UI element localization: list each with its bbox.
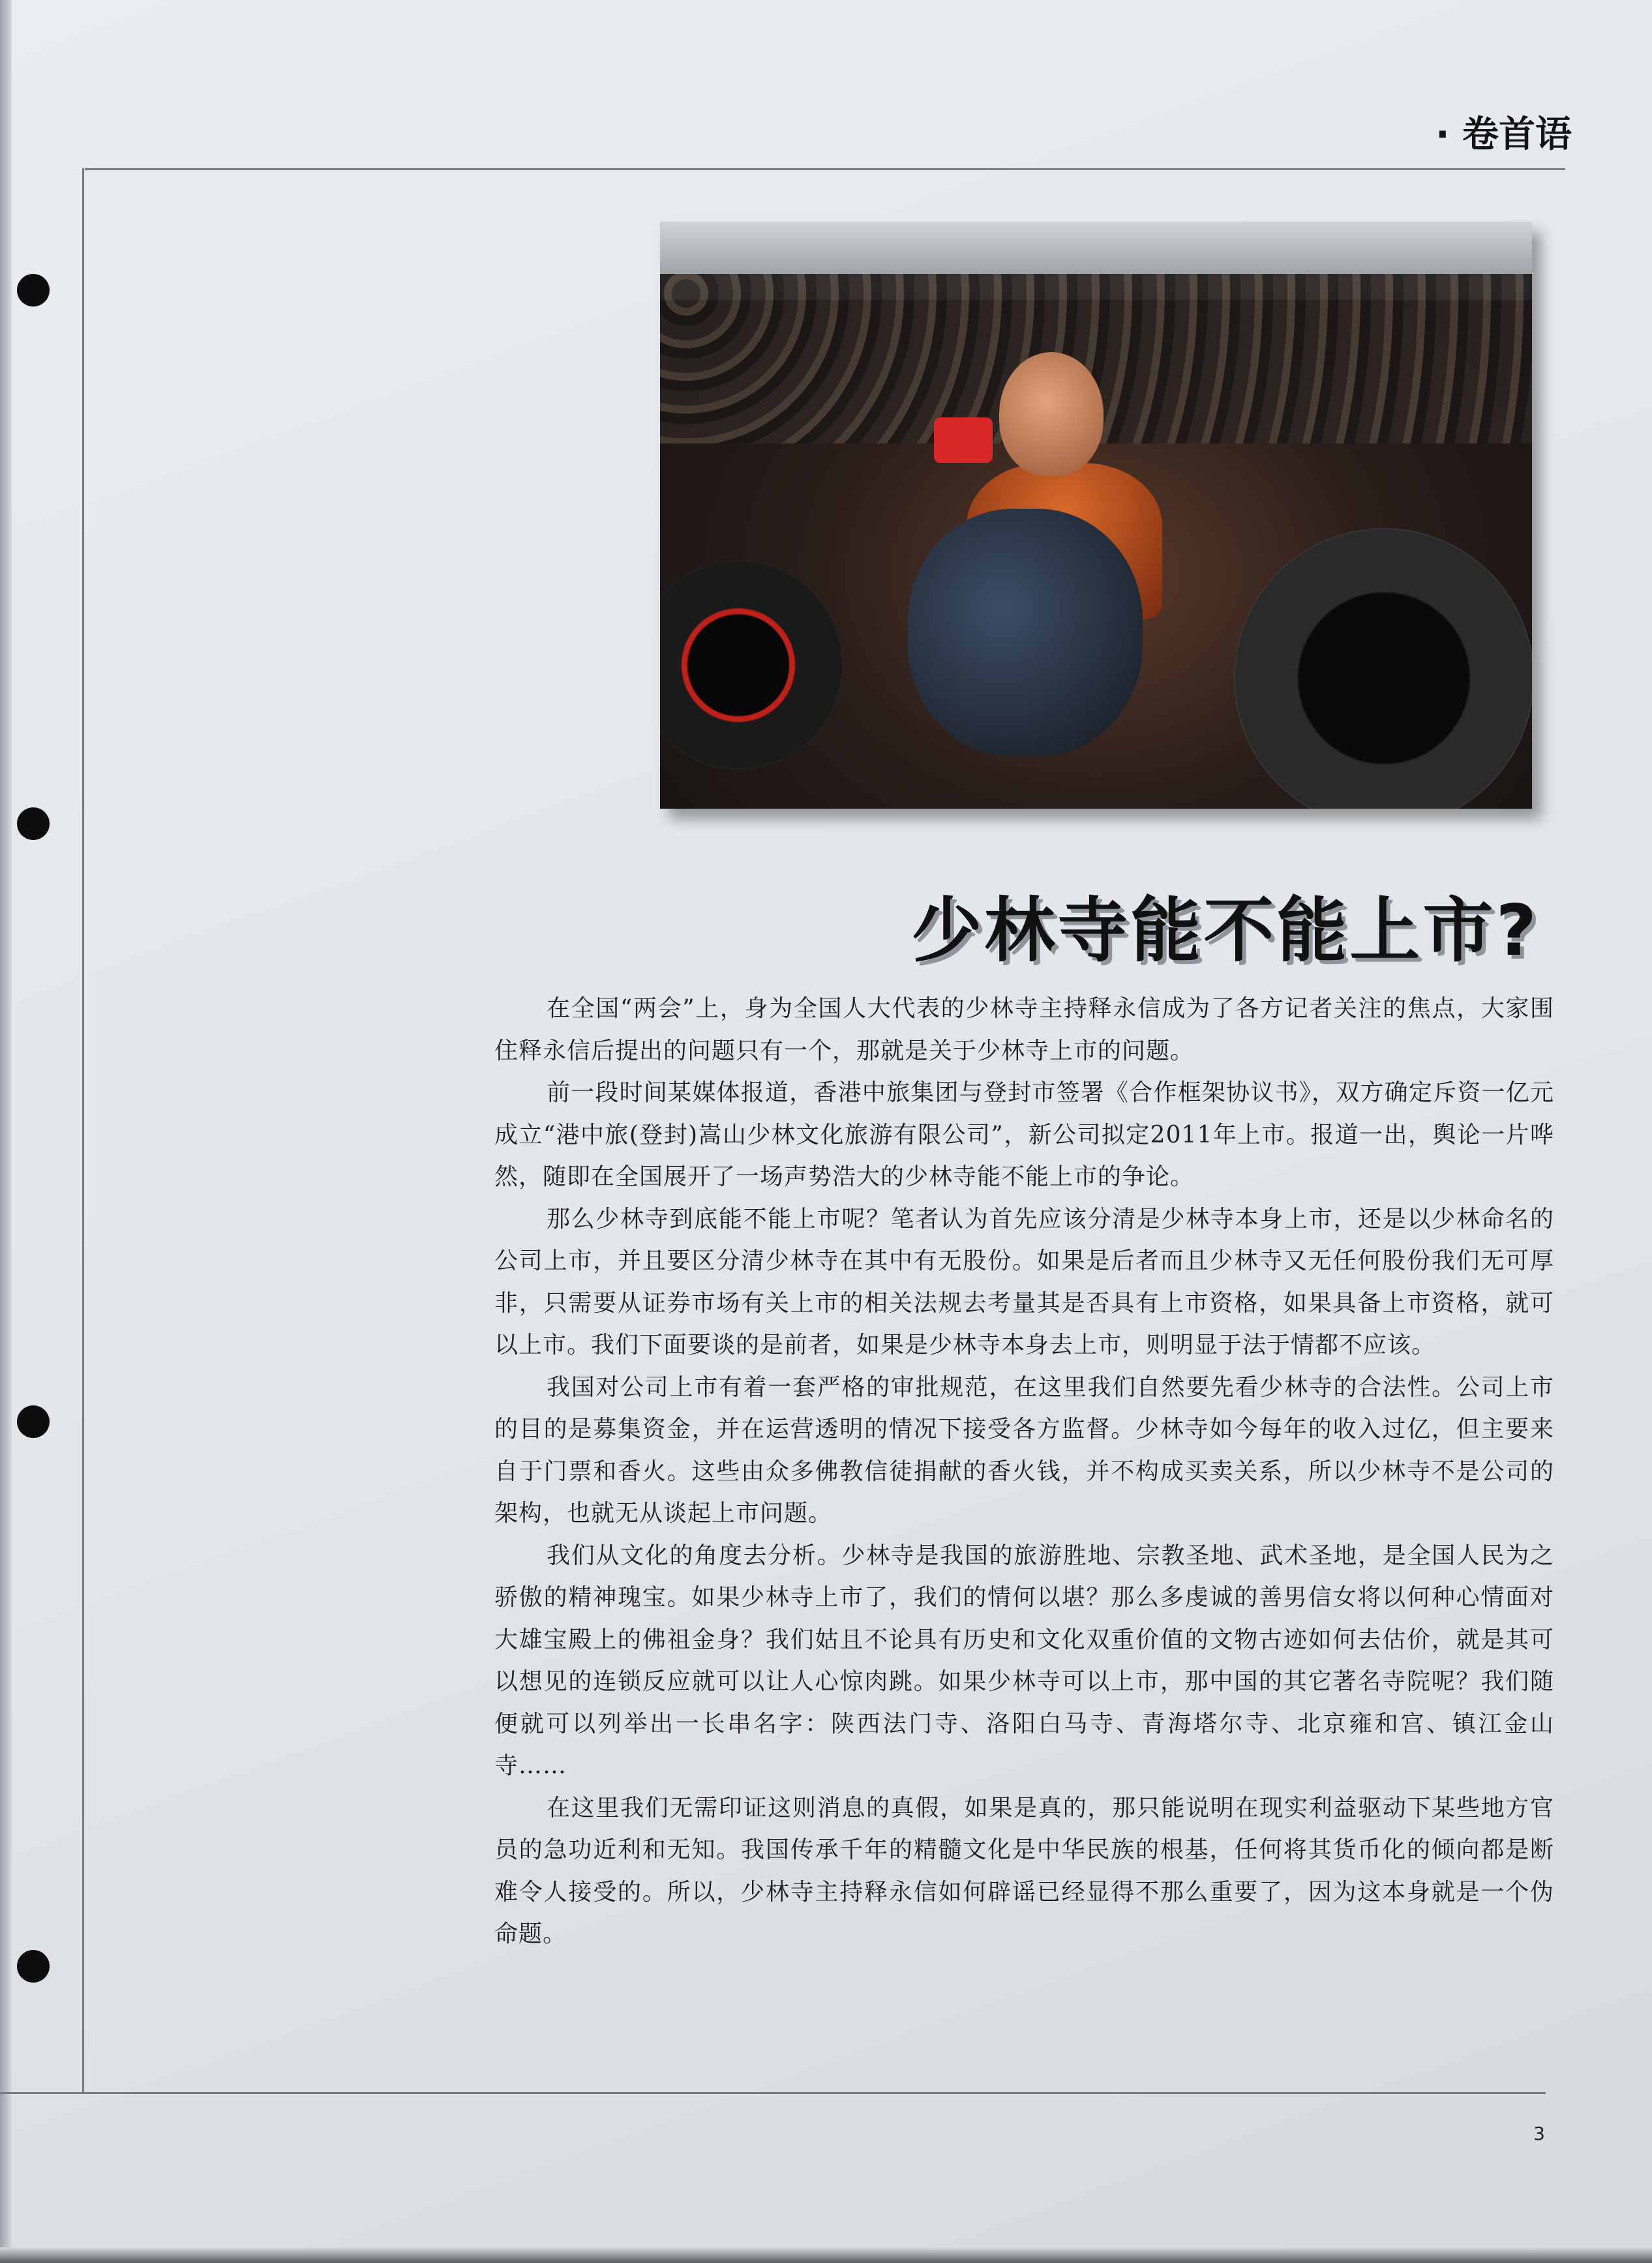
article-body	[494, 988, 1554, 1956]
binder-hole	[17, 1405, 50, 1438]
photo-monk-head	[999, 352, 1104, 476]
page-edge-shadow	[0, 0, 12, 2263]
binder-hole	[17, 1950, 50, 1983]
article-paragraph: 在全国“两会”上，身为全国人大代表的少林寺主持释永信成为了各方记者关注的焦点，大家围住释永信后提出的问题只有一个，那就是关于少林寺上市的问题。	[494, 995, 1554, 1064]
binder-hole	[17, 807, 50, 840]
frame-rule-bottom	[0, 2092, 1546, 2094]
press-crowd-photo	[660, 222, 1532, 809]
page-number: 3	[1533, 2123, 1545, 2144]
photo-reporter	[908, 509, 1143, 757]
binder-hole	[17, 274, 50, 307]
article-paragraph: 我国对公司上市有着一套严格的审批规范，在这里我们自然要先看少林寺的合法性。公司上市的目的是募集资金，并在运营透明的情况下接受各方监督。少林寺如今每年的收入过亿，但主要来自于门票和香火。这些由众多佛教信徒捐献的香火钱，并不构成买卖关系，所以少林寺不是公司的架构，也就无从谈起上市问题。	[494, 1373, 1554, 1527]
section-tag: · 卷首语	[1435, 113, 1572, 156]
article-paragraph: 前一段时间某媒体报道，香港中旅集团与登封市签署《合作框架协议书》，双方确定斥资一亿元成立“港中旅(登封)嵩山少林文化旅游有限公司”，新公司拟定2011年上市。报道一出，舆论一片哗然，随即在全国展开了一场声势浩大的少林寺能不能上市的争论。	[494, 1079, 1554, 1190]
frame-rule-left	[82, 168, 84, 2092]
page-bottom-edge	[0, 2247, 1652, 2263]
photo-camera-lens	[660, 561, 843, 770]
frame-rule-top	[85, 168, 1565, 170]
article-paragraph: 我们从文化的角度去分析。少林寺是我国的旅游胜地、宗教圣地、武术圣地，是全国人民为之骄傲的精神瑰宝。如果少林寺上市了，我们的情何以堪？那么多虔诚的善男信女将以何种心情面对大雄宝殿上的佛祖金身？我们姑且不论具有历史和文化双重价值的文物古迹如何去估价，就是其可以想见的连锁反应就可以让人心惊肉跳。如果少林寺可以上市，那中国的其它著名寺院呢？我们随便就可以列举出一长串名字：陕西法门寺、洛阳白马寺、青海塔尔寺、北京雍和宫、镇江金山寺……	[494, 1542, 1554, 1779]
article-paragraph: 在这里我们无需印证这则消息的真假，如果是真的，那只能说明在现实利益驱动下某些地方官员的急功近利和无知。我国传承千年的精髓文化是中华民族的根基，任何将其货币化的倾向都是断难令人接受的。所以，少林寺主持释永信如何辟谣已经显得不那么重要了，因为这本身就是一个伪命题。	[494, 1794, 1554, 1947]
article-title: 少林寺能不能上市?	[911, 890, 1539, 972]
photo-camera-lens	[1234, 528, 1532, 809]
photo-microphone	[934, 417, 993, 463]
article-paragraph: 那么少林寺到底能不能上市呢？笔者认为首先应该分清是少林寺本身上市，还是以少林命名的公司上市，并且要区分清少林寺在其中有无股份。如果是后者而且少林寺又无任何股份我们无可厚非，只需要从证券市场有关上市的相关法规去考量其是否具有上市资格，如果具备上市资格，就可以上市。我们下面要谈的是前者，如果是少林寺本身去上市，则明显于法于情都不应该。	[494, 1205, 1554, 1358]
